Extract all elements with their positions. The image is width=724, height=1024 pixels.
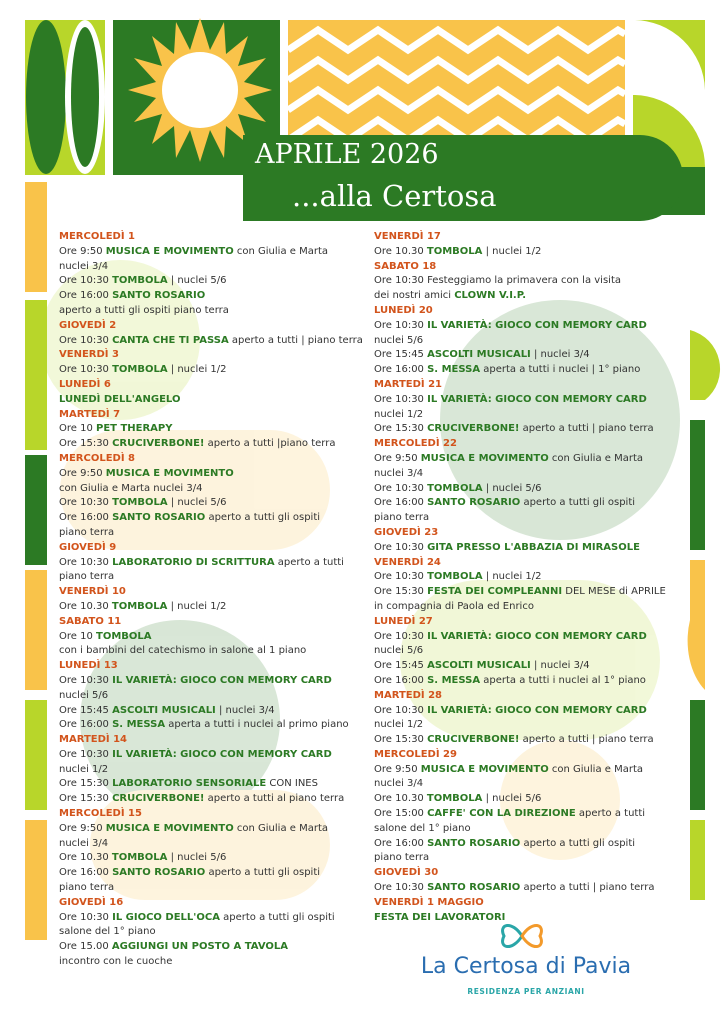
activity-text: Ore 10 <box>59 423 96 435</box>
schedule-entry <box>374 866 674 896</box>
activity-text: Ore 10:30 <box>59 275 113 287</box>
activity-line <box>59 526 344 541</box>
activity-name: ASCOLTI MUSICALI <box>427 660 531 672</box>
activity-line <box>374 733 674 748</box>
activity-text: | nuclei 1/2 <box>482 245 542 257</box>
activity-text: salone del 1° piano <box>374 822 471 834</box>
activity-name: LABORATORIO DI SCRITTURA <box>112 556 275 568</box>
day-heading: MERCOLEDÌ 29 <box>374 748 457 760</box>
activity-name: IL VARIETÀ: GIOCO CON MEMORY CARD <box>427 393 647 405</box>
activity-text: Ore 15.00 <box>59 941 112 953</box>
activity-text: Ore 16:00 <box>59 719 113 731</box>
activity-name: TOMBOLA <box>426 793 483 805</box>
schedule-entry <box>59 408 344 452</box>
activity-line <box>59 718 349 733</box>
activity-text: nuclei 3/4 <box>374 778 424 790</box>
schedule-entry <box>59 319 363 349</box>
activity-text: piano terra <box>59 571 115 583</box>
activity-name: TOMBOLA <box>111 852 168 864</box>
activity-line <box>59 777 344 792</box>
activity-line <box>59 289 344 304</box>
activity-line <box>374 511 674 526</box>
activity-text: Ore 15:30 <box>374 423 428 435</box>
activity-text: piano terra <box>59 526 115 538</box>
activity-text: aperta a tutti i nuclei al 1° piano <box>480 674 646 686</box>
activity-line <box>59 482 344 497</box>
schedule-entry <box>59 452 344 541</box>
activity-line <box>59 600 344 615</box>
activity-line <box>374 334 674 349</box>
activity-text: Ore 15:00 <box>374 808 428 820</box>
activity-line <box>374 718 674 733</box>
schedule-entry <box>374 615 674 689</box>
activity-line <box>59 644 344 659</box>
schedule-entry <box>374 526 674 556</box>
activity-text: aperto a tutti | piano terra <box>520 882 655 894</box>
day-heading: GIOVEDÌ 9 <box>59 541 117 553</box>
schedule-entry <box>374 689 674 748</box>
activity-line <box>374 408 674 423</box>
activity-text: | nuclei 5/6 <box>167 275 227 287</box>
activity-line <box>59 704 344 719</box>
activity-text: CON INES <box>266 778 318 790</box>
activity-text: Ore 15:30 <box>59 793 113 805</box>
day-heading: MARTEDÌ 14 <box>59 734 128 746</box>
day-heading: GIOVEDÌ 2 <box>59 319 117 331</box>
day-heading: LUNEDÌ 6 <box>59 378 111 390</box>
title-subtitle: ...alla Certosa <box>292 179 497 213</box>
activity-text: | nuclei 1/2 <box>167 364 227 376</box>
activity-name: IL VARIETÀ: GIOCO CON MEMORY CARD <box>427 319 647 331</box>
activity-line <box>59 837 344 852</box>
activity-text: aperto a tutti gli ospiti <box>205 867 321 879</box>
day-heading: MERCOLEDÌ 15 <box>59 808 142 820</box>
activity-text: Ore 16:00 <box>374 364 428 376</box>
activity-line <box>59 393 344 408</box>
activity-name: SANTO ROSARIO <box>427 497 521 509</box>
activity-line <box>59 911 344 926</box>
activity-name: FESTA DEI LAVORATORI <box>374 911 506 923</box>
activity-text: aperto a tutti |piano terra <box>204 438 336 450</box>
activity-text: Ore 16:00 <box>59 867 113 879</box>
activity-text: Ore 10.30 <box>59 852 112 864</box>
activity-line <box>374 822 674 837</box>
activity-text: con Giulia e Marta <box>233 245 329 257</box>
day-heading: SABATO 18 <box>374 260 437 272</box>
activity-line <box>59 881 344 896</box>
activity-name: CANTA CHE TI PASSA <box>112 334 229 346</box>
activity-text: con Giulia e Marta <box>548 763 644 775</box>
day-heading: LUNEDÌ 13 <box>59 660 118 672</box>
activity-text: con i bambini del catechismo in salone al 1 piano <box>59 645 307 657</box>
activity-text: aperto a tutti gli ospiti <box>520 497 636 509</box>
activity-name: ASCOLTI MUSICALI <box>427 349 531 361</box>
activity-text: Ore 10:30 <box>374 882 428 894</box>
activity-text: | nuclei 5/6 <box>482 482 542 494</box>
activity-line <box>374 319 674 334</box>
activity-text: Ore 15:45 <box>374 660 428 672</box>
activity-line <box>374 585 674 600</box>
activity-name: CAFFE' CON LA DIREZIONE <box>427 808 576 820</box>
schedule-entry <box>374 437 674 526</box>
day-heading: GIOVEDÌ 16 <box>59 896 124 908</box>
activity-line <box>59 556 344 571</box>
activity-name: S. MESSA <box>427 674 481 686</box>
activity-line <box>59 437 344 452</box>
activity-text: Ore 10:30 Festeggiamo la primavera con la visita <box>374 275 622 287</box>
activity-line <box>374 496 674 511</box>
day-heading: VENERDÌ 1 MAGGIO <box>374 896 484 908</box>
activity-text: Ore 10:30 <box>374 541 428 553</box>
activity-line <box>59 940 344 955</box>
activity-text: dei nostri amici <box>374 290 455 302</box>
activity-text: | nuclei 1/2 <box>167 600 227 612</box>
activity-line <box>59 274 344 289</box>
activity-text: Ore 10:30 <box>374 571 428 583</box>
activity-name: IL VARIETÀ: GIOCO CON MEMORY CARD <box>112 748 332 760</box>
activity-line <box>374 763 674 778</box>
activity-name: CLOWN V.I.P. <box>454 290 527 302</box>
schedule-left-column <box>59 230 363 970</box>
schedule-right-column <box>374 230 674 925</box>
activity-line <box>59 748 344 763</box>
activity-line <box>374 363 674 378</box>
day-heading: LUNEDÌ 20 <box>374 304 433 316</box>
activity-text: Ore 15:30 <box>59 438 113 450</box>
activity-text: Ore 9:50 <box>59 467 106 479</box>
activity-line <box>374 644 674 659</box>
activity-line <box>374 630 674 645</box>
activity-text: aperto a tutti gli ospiti <box>520 837 636 849</box>
activity-line <box>374 659 674 674</box>
activity-line <box>59 334 363 349</box>
activity-line <box>374 482 674 497</box>
activity-name: TOMBOLA <box>112 364 168 376</box>
activity-text: nuclei 1/2 <box>374 719 424 731</box>
activity-text: Ore 10:30 <box>59 334 113 346</box>
activity-name: S. MESSA <box>112 719 166 731</box>
activity-text: aperta a tutti i nuclei al primo piano <box>165 719 349 731</box>
activity-text: nuclei 3/4 <box>59 260 109 272</box>
activity-text: | nuclei 3/4 <box>530 349 590 361</box>
activity-name: IL VARIETÀ: GIOCO CON MEMORY CARD <box>427 704 647 716</box>
activity-name: AGGIUNGI UN POSTO A TAVOLA <box>111 941 288 953</box>
activity-text: aperto a tutti al piano terra <box>204 793 345 805</box>
activity-text: Ore 10:30 <box>59 911 113 923</box>
day-heading: VENERDÌ 17 <box>374 231 441 242</box>
activity-text: Ore 10.30 <box>59 600 112 612</box>
schedule-entry <box>59 733 344 807</box>
day-heading: VENERDÌ 10 <box>59 586 126 598</box>
activity-text: aperto a tutti gli ospiti <box>205 512 321 524</box>
activity-name: MUSICA E MOVIMENTO <box>105 245 234 257</box>
activity-line <box>374 467 674 482</box>
day-heading: SABATO 11 <box>59 615 122 627</box>
schedule-entry <box>59 585 344 615</box>
activity-line <box>59 496 344 511</box>
schedule-entry <box>59 807 344 896</box>
activity-line <box>374 674 674 689</box>
activity-text: Ore 10:30 <box>374 482 428 494</box>
activity-line <box>374 245 674 260</box>
activity-text: aperto a tutti <box>274 556 344 568</box>
activity-line <box>59 260 344 275</box>
schedule-entry <box>59 615 344 659</box>
activity-text: incontro con le cuoche <box>59 956 173 968</box>
activity-text: piano terra <box>374 512 430 524</box>
activity-name: SANTO ROSARIO <box>427 837 521 849</box>
activity-text: nuclei 3/4 <box>374 467 424 479</box>
activity-line <box>374 837 674 852</box>
activity-text: Ore 16:00 <box>374 674 428 686</box>
activity-text: Ore 10:30 <box>59 748 113 760</box>
butterfly-logo-icon <box>498 918 546 954</box>
activity-name: ASCOLTI MUSICALI <box>112 704 216 716</box>
certosa-logo <box>400 918 650 1008</box>
activity-name: LUNEDÌ DELL'ANGELO <box>59 393 181 405</box>
schedule-entry <box>59 896 344 970</box>
activity-text: in compagnia di Paola ed Enrico <box>374 600 534 612</box>
activity-name: CRUCIVERBONE! <box>112 438 205 450</box>
activity-text: nuclei 5/6 <box>374 645 424 657</box>
activity-text: aperto a tutti | piano terra <box>519 423 654 435</box>
activity-line <box>59 822 344 837</box>
activity-text: nuclei 5/6 <box>374 334 424 346</box>
schedule-entry <box>374 748 674 866</box>
activity-line <box>59 955 344 970</box>
day-heading: MERCOLEDÌ 1 <box>59 231 135 242</box>
activity-text: Ore 10:30 <box>374 319 428 331</box>
schedule-entry <box>374 260 674 304</box>
activity-text: Ore 10.30 <box>374 793 427 805</box>
activity-text: Ore 10 <box>59 630 96 642</box>
activity-line <box>374 881 674 896</box>
day-heading: MARTEDÌ 7 <box>59 408 121 420</box>
activity-text: Ore 9:50 <box>59 822 106 834</box>
activity-line <box>59 570 344 585</box>
activity-line <box>59 304 344 319</box>
activity-text: Ore 16:00 <box>374 837 428 849</box>
activity-line <box>374 393 674 408</box>
day-heading: GIOVEDÌ 23 <box>374 526 439 538</box>
activity-text: aperto a tutti | piano terra <box>519 734 654 746</box>
activity-text: | nuclei 5/6 <box>167 497 227 509</box>
activity-text: | nuclei 3/4 <box>530 660 590 672</box>
activity-line <box>59 851 344 866</box>
activity-name: TOMBOLA <box>426 245 483 257</box>
activity-text: Ore 10:30 <box>59 556 113 568</box>
activity-name: TOMBOLA <box>112 497 168 509</box>
title-month: APRILE 2026 <box>255 139 439 170</box>
activity-line <box>374 422 674 437</box>
activity-line <box>374 570 674 585</box>
activity-text: nuclei 1/2 <box>374 408 424 420</box>
activity-name: SANTO ROSARIO <box>112 512 206 524</box>
activity-text: Ore 16:00 <box>59 290 113 302</box>
activity-text: Ore 9:50 <box>374 452 421 464</box>
activity-name: TOMBOLA <box>96 630 152 642</box>
activity-text: Ore 16:00 <box>59 512 113 524</box>
activity-text: Ore 10:30 <box>59 497 113 509</box>
activity-name: CRUCIVERBONE! <box>427 734 520 746</box>
activity-line <box>59 866 344 881</box>
activity-text: Ore 10:30 <box>59 364 113 376</box>
activity-line <box>374 704 674 719</box>
activity-name: TOMBOLA <box>427 571 483 583</box>
activity-text: | nuclei 5/6 <box>167 852 227 864</box>
activity-text: Ore 15:30 <box>374 586 428 598</box>
activity-line <box>59 674 344 689</box>
activity-name: TOMBOLA <box>111 600 168 612</box>
day-heading: GIOVEDÌ 30 <box>374 867 439 879</box>
logo-name: La Certosa di Pavia <box>420 954 632 979</box>
activity-name: IL VARIETÀ: GIOCO CON MEMORY CARD <box>112 674 332 686</box>
activity-name: IL GIOCO DELL'OCA <box>112 911 220 923</box>
logo-subtitle: RESIDENZA PER ANZIANI <box>467 987 585 996</box>
activity-text: aperto a tutti gli ospiti <box>219 911 335 923</box>
activity-line <box>59 245 344 260</box>
activity-text: nuclei 5/6 <box>59 689 109 701</box>
activity-name: CRUCIVERBONE! <box>427 423 520 435</box>
activity-text: | nuclei 3/4 <box>215 704 275 716</box>
activity-text: Ore 15:30 <box>374 734 428 746</box>
activity-text: Ore 15:45 <box>59 704 113 716</box>
schedule-entry <box>59 378 344 408</box>
activity-text: Ore 9:50 <box>59 245 106 257</box>
activity-name: FESTA DEI COMPLEANNI <box>427 586 563 598</box>
activity-name: SANTO ROSARIO <box>112 290 206 302</box>
activity-text: Ore 15:30 <box>59 778 113 790</box>
schedule-entry <box>59 659 349 733</box>
activity-text: aperto a tutti <box>575 808 646 820</box>
activity-name: MUSICA E MOVIMENTO <box>420 763 549 775</box>
activity-text: Ore 10:30 <box>374 704 428 716</box>
activity-text: nuclei 3/4 <box>59 837 109 849</box>
activity-line <box>59 363 344 378</box>
activity-line <box>374 807 674 822</box>
activity-line <box>374 348 674 363</box>
day-heading: MERCOLEDÌ 22 <box>374 438 457 450</box>
activity-text: aperto a tutti | piano terra <box>228 334 363 346</box>
activity-text: nuclei 1/2 <box>59 763 109 775</box>
day-heading: MARTEDÌ 28 <box>374 689 443 701</box>
activity-name: GITA PRESSO L'ABBAZIA DI MIRASOLE <box>427 541 640 553</box>
activity-text: Ore 10:30 <box>374 630 428 642</box>
activity-text: salone del 1° piano <box>59 926 156 938</box>
activity-line <box>59 422 344 437</box>
activity-name: SANTO ROSARIO <box>427 882 521 894</box>
activity-line <box>59 792 344 807</box>
activity-name: TOMBOLA <box>427 482 483 494</box>
day-heading: MERCOLEDÌ 8 <box>59 452 135 464</box>
activity-name: TOMBOLA <box>112 275 168 287</box>
schedule-entry <box>59 230 344 319</box>
activity-text: DEL MESE di APRILE <box>562 586 666 598</box>
activity-text: Ore 10:30 <box>374 393 428 405</box>
schedule-entry <box>374 556 674 615</box>
activity-line <box>59 763 344 778</box>
activity-text: | nuclei 5/6 <box>482 793 542 805</box>
activity-line <box>374 851 674 866</box>
activity-line <box>374 777 674 792</box>
activity-text: aperta a tutti i nuclei | 1° piano <box>480 364 641 376</box>
activity-name: LABORATORIO SENSORIALE <box>112 778 267 790</box>
day-heading: MARTEDÌ 21 <box>374 378 443 390</box>
activity-line <box>59 925 344 940</box>
activity-text: Ore 9:50 <box>374 763 421 775</box>
activity-text: Ore 10:30 <box>59 674 113 686</box>
activity-text: con Giulia e Marta <box>233 822 329 834</box>
schedule-entry <box>374 230 674 260</box>
activity-text: con Giulia e Marta nuclei 3/4 <box>59 482 203 494</box>
activity-line <box>59 467 344 482</box>
activity-name: IL VARIETÀ: GIOCO CON MEMORY CARD <box>427 630 647 642</box>
activity-line <box>374 792 674 807</box>
activity-line <box>59 511 344 526</box>
activity-line <box>374 600 674 615</box>
activity-text: Ore 15:45 <box>374 349 428 361</box>
schedule-entry <box>59 348 344 378</box>
activity-line <box>374 452 674 467</box>
activity-text: | nuclei 1/2 <box>482 571 542 583</box>
schedule-entry <box>374 304 674 378</box>
activity-text: piano terra <box>374 852 430 864</box>
activity-text: Ore 10.30 <box>374 245 427 257</box>
activity-line <box>374 289 674 304</box>
day-heading: VENERDÌ 24 <box>374 556 441 568</box>
activity-text: piano terra <box>59 882 115 894</box>
schedule-entry <box>374 378 674 437</box>
activity-text: Ore 16:00 <box>374 497 428 509</box>
activity-text: con Giulia e Marta <box>548 452 644 464</box>
day-heading: VENERDÌ 3 <box>59 349 119 361</box>
activity-name: MUSICA E MOVIMENTO <box>105 467 234 479</box>
activity-name: MUSICA E MOVIMENTO <box>420 452 549 464</box>
activity-name: CRUCIVERBONE! <box>112 793 205 805</box>
activity-name: SANTO ROSARIO <box>112 867 206 879</box>
activity-name: S. MESSA <box>427 364 481 376</box>
activity-line <box>374 541 674 556</box>
schedule-entry <box>59 541 344 585</box>
activity-line <box>59 630 344 645</box>
activity-line <box>374 274 674 289</box>
activity-line <box>59 689 344 704</box>
activity-name: PET THERAPY <box>96 423 173 435</box>
activity-name: MUSICA E MOVIMENTO <box>105 822 234 834</box>
activity-text: aperto a tutti gli ospiti piano terra <box>59 304 229 316</box>
day-heading: LUNEDÌ 27 <box>374 615 433 627</box>
